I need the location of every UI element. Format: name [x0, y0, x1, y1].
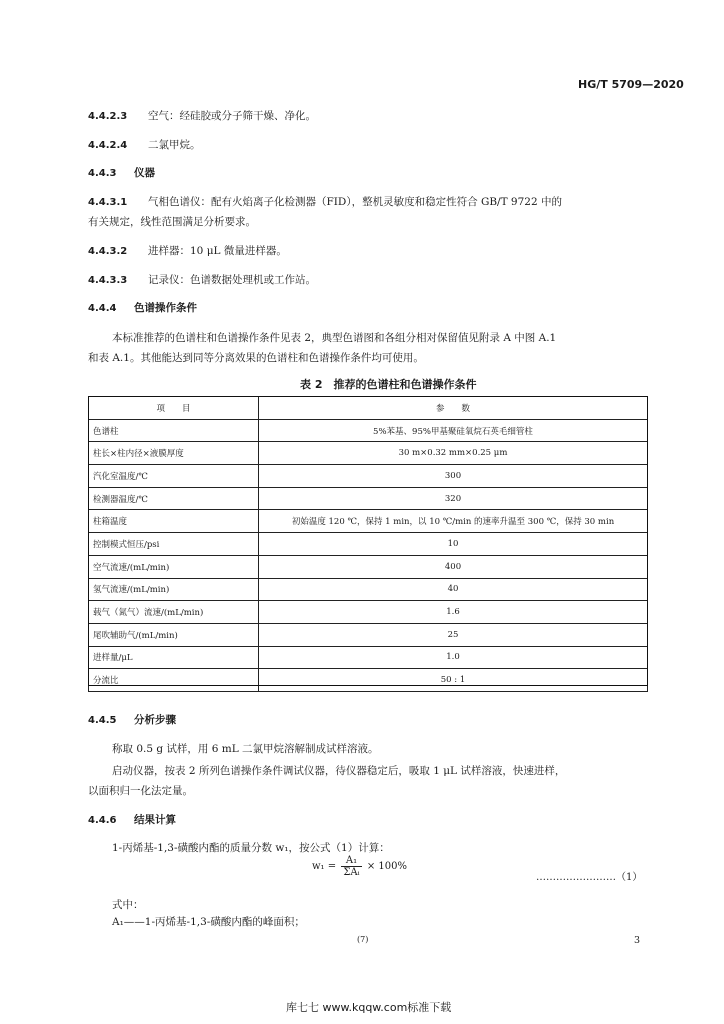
where-definition: A₁——1-丙烯基-1,3-磺酸内酯的峰面积； — [112, 916, 305, 928]
paragraph-line: 以面积归一化法定量。 — [88, 785, 193, 797]
table-row — [89, 533, 648, 556]
table-row — [89, 419, 648, 442]
table-row — [89, 465, 648, 488]
cell-value: 300 — [259, 465, 648, 488]
paragraph-line: 本标准推荐的色谱柱和色谱操作条件见表 2，典型色谱图和各组分相对保留值见附录 A 中图 A.1 — [112, 332, 557, 344]
paragraph-line: 1-丙烯基-1,3-磺酸内酯的质量分数 w₁，按公式（1）计算： — [112, 842, 390, 854]
cell-item: 柱长×柱内径×液膜厚度 — [89, 442, 259, 465]
cell-value: 320 — [259, 487, 648, 510]
section-title: 仪器 — [134, 167, 155, 179]
cell-value: 30 m×0.32 mm×0.25 μm — [259, 442, 648, 465]
cell-value: 400 — [259, 555, 648, 578]
clause-number: 4.4.2.4 — [88, 140, 128, 151]
cell-value: 1.6 — [259, 601, 648, 624]
section-number: 4.4.4 — [88, 303, 117, 314]
clause-4-4-3-1-cont: 有关规定，线性范围满足分析要求。 — [88, 216, 256, 228]
paragraph-line: 和表 A.1。其他能达到同等分离效果的色谱柱和色谱操作条件均可使用。 — [88, 352, 424, 364]
section-4-4-4-heading — [88, 300, 197, 315]
table-row — [89, 646, 648, 669]
cell-item: 氢气流速/(mL/min) — [89, 578, 259, 601]
table-row — [89, 601, 648, 624]
cell-value: 1.0 — [259, 646, 648, 669]
cell-item: 分流比 — [89, 669, 259, 692]
cell-item: 空气流速/(mL/min) — [89, 555, 259, 578]
clause-4-4-2-3 — [88, 108, 316, 123]
clause-text: 空气：经硅胶或分子筛干燥、净化。 — [148, 110, 316, 122]
table-header-row — [89, 397, 648, 420]
section-4-4-6-heading — [88, 812, 176, 827]
clause-text: 记录仪：色谱数据处理机或工作站。 — [148, 274, 316, 286]
cell-value: 25 — [259, 623, 648, 646]
cell-item: 汽化室温度/℃ — [89, 465, 259, 488]
clause-text-line1: 气相色谱仪：配有火焰离子化检测器（FID），整机灵敏度和稳定性符合 GB/T 9722 中的 — [148, 196, 562, 208]
clause-4-4-3-3 — [88, 272, 316, 287]
clause-number: 4.4.3.2 — [88, 246, 128, 257]
cell-item: 柱箱温度 — [89, 510, 259, 533]
paragraph-line: 启动仪器，按表 2 所列色谱操作条件调试仪器，待仪器稳定后，吸取 1 μL 试样溶液，快速进样， — [112, 765, 566, 777]
cell-item: 尾吹辅助气/(mL/min) — [89, 623, 259, 646]
table-row — [89, 578, 648, 601]
conditions-table — [88, 396, 648, 692]
footer-watermark: 库七七 www.kqqw.com标准下载 — [286, 1001, 452, 1014]
formula-fraction — [341, 855, 361, 878]
clause-4-4-2-4 — [88, 137, 201, 152]
section-number: 4.4.3 — [88, 168, 117, 179]
clause-text: 二氯甲烷。 — [148, 139, 201, 151]
section-title: 结果计算 — [134, 814, 176, 826]
where-label: 式中： — [112, 899, 144, 911]
clause-number: 4.4.2.3 — [88, 111, 128, 122]
clause-4-4-3-1 — [88, 194, 562, 209]
cell-value: 50 : 1 — [259, 669, 648, 692]
section-title: 分析步骤 — [134, 714, 176, 726]
cell-item: 载气（氮气）流速/(mL/min) — [89, 601, 259, 624]
cell-value: 40 — [259, 578, 648, 601]
section-title: 色谱操作条件 — [134, 302, 197, 314]
cell-item: 检测器温度/℃ — [89, 487, 259, 510]
clause-text: 进样器：10 μL 微量进样器。 — [148, 245, 287, 257]
formula-lhs: w₁ = — [312, 861, 337, 872]
section-number: 4.4.6 — [88, 815, 117, 826]
cell-item: 色谱柱 — [89, 419, 259, 442]
inner-page-number: (7) — [357, 935, 369, 944]
page-number: 3 — [634, 935, 641, 946]
standard-number: HG/T 5709—2020 — [578, 78, 684, 91]
formula — [312, 855, 407, 878]
cell-value: 10 — [259, 533, 648, 556]
cell-value: 5%苯基、95%甲基聚硅氧烷石英毛细管柱 — [259, 419, 648, 442]
table-caption: 表 2 推荐的色谱柱和色谱操作条件 — [300, 378, 477, 391]
table-row — [89, 623, 648, 646]
cell-item: 控制模式恒压/psi — [89, 533, 259, 556]
section-number: 4.4.5 — [88, 715, 117, 726]
section-4-4-3-heading — [88, 165, 155, 180]
formula-numerator: A₁ — [341, 855, 361, 867]
clause-4-4-3-2 — [88, 243, 287, 258]
table-row — [89, 669, 648, 692]
formula-label: ……………………（1） — [536, 872, 643, 883]
table-row — [89, 555, 648, 578]
clause-number: 4.4.3.3 — [88, 275, 128, 286]
paragraph-line: 称取 0.5 g 试样，用 6 mL 二氯甲烷溶解制成试样溶液。 — [112, 743, 379, 755]
cell-value: 初始温度 120 ℃，保持 1 min，以 10 ℃/min 的速率升温至 300 ℃，保持 30 min — [259, 510, 648, 533]
table-row — [89, 487, 648, 510]
header-parameter: 参 数 — [259, 397, 648, 420]
table-row — [89, 510, 648, 533]
header-item: 项 目 — [89, 397, 259, 420]
section-4-4-5-heading — [88, 712, 176, 727]
table-row — [89, 442, 648, 465]
formula-rhs: × 100% — [366, 861, 407, 872]
clause-number: 4.4.3.1 — [88, 197, 128, 208]
cell-item: 进样量/μL — [89, 646, 259, 669]
formula-denominator: ΣAᵢ — [343, 867, 360, 878]
